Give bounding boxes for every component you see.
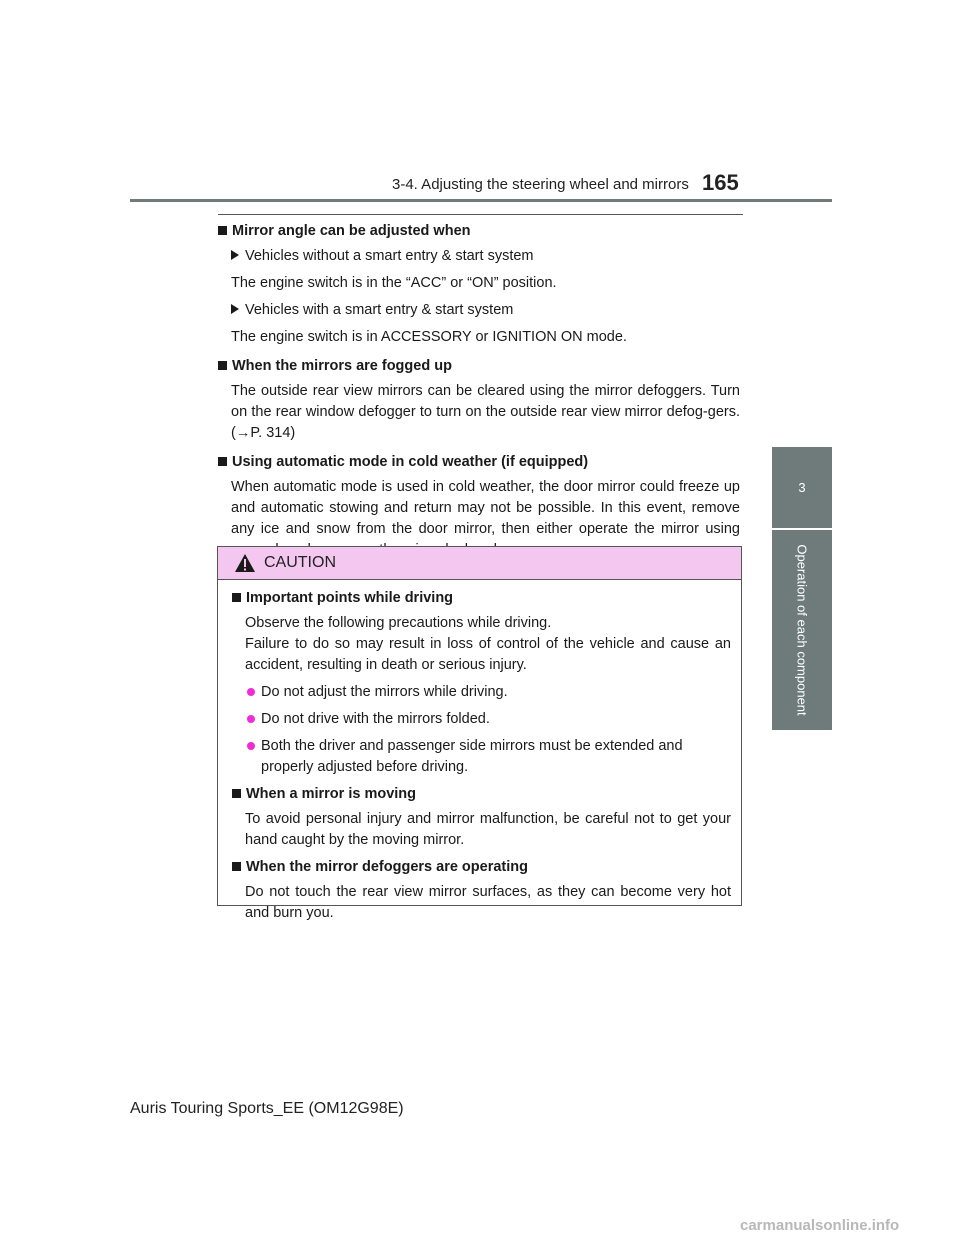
header-rule: [130, 199, 832, 202]
note-heading: Mirror angle can be adjusted when: [218, 221, 740, 242]
square-bullet-icon: [232, 862, 241, 871]
sub-item: Vehicles without a smart entry & start system: [231, 246, 740, 267]
note-heading: When the mirrors are fogged up: [218, 356, 740, 377]
square-bullet-icon: [232, 593, 241, 602]
caution-bullet: Both the driver and passenger side mirrors must be extended and properly adjusted before driving.: [247, 736, 731, 778]
triangle-bullet-icon: [231, 250, 239, 260]
caution-text: To avoid personal injury and mirror malfunction, be careful not to get your hand caught by the moving mirror.: [245, 811, 731, 848]
caution-box: [217, 546, 742, 921]
sub-item: Vehicles with a smart entry & start system: [231, 300, 740, 321]
square-bullet-icon: [218, 226, 227, 235]
notes-content: [218, 221, 740, 569]
round-bullet-icon: [247, 688, 255, 696]
caution-header: [218, 547, 741, 580]
chapter-tab-number[interactable]: [772, 447, 832, 528]
watermark: carmanualsonline.info: [740, 1217, 900, 1234]
caution-bullet: Do not adjust the mirrors while driving.: [247, 682, 731, 703]
square-bullet-icon: [218, 457, 227, 466]
footer-model: Auris Touring Sports_EE (OM12G98E): [130, 1100, 404, 1117]
chapter-title: Operation of each component: [794, 544, 810, 716]
section-rule: [218, 214, 743, 215]
section-title: 3-4. Adjusting the steering wheel and mirrors: [392, 176, 689, 193]
note-text: The outside rear view mirrors can be cleared using the mirror defoggers. Turn on the rear window defogger to turn on the outside rear view mirror defog-gers. (→P. 314): [231, 383, 740, 441]
note-text: The engine switch is in ACCESSORY or IGNITION ON mode.: [231, 329, 627, 345]
square-bullet-icon: [232, 789, 241, 798]
square-bullet-icon: [218, 361, 227, 370]
note-cold-weather: [218, 452, 740, 561]
note-fogged-up: [218, 356, 740, 444]
round-bullet-icon: [247, 742, 255, 750]
note-heading: Using automatic mode in cold weather (if equipped): [218, 452, 740, 473]
caution-text: Observe the following precautions while driving.: [245, 615, 552, 631]
caution-label: CAUTION: [264, 554, 336, 571]
caution-heading: When a mirror is moving: [232, 784, 731, 805]
caution-bullet: Do not drive with the mirrors folded.: [247, 709, 731, 730]
caution-heading: Important points while driving: [232, 588, 731, 609]
page-number: 165: [702, 170, 739, 195]
caution-text: Do not touch the rear view mirror surfaces, as they can become very hot and burn you.: [245, 884, 731, 921]
warning-triangle-icon: [234, 553, 256, 573]
note-text: The engine switch is in the “ACC” or “ON” position.: [231, 275, 557, 291]
caution-text: Failure to do so may result in loss of control of the vehicle and cause an accident, resulting in death or serious injury.: [245, 636, 731, 673]
chapter-tab-title[interactable]: [772, 530, 832, 730]
note-text: When automatic mode is used in cold weather, the door mirror could freeze up and automatic stowing and return may not be possible. In this event, remove any ice and snow from the door mirror, then either operate the mirror using: [231, 479, 740, 537]
triangle-bullet-icon: [231, 304, 239, 314]
note-mirror-angle: [218, 221, 740, 348]
round-bullet-icon: [247, 715, 255, 723]
chapter-number: 3: [798, 480, 806, 495]
caution-body: [218, 580, 741, 924]
caution-heading: When the mirror defoggers are operating: [232, 857, 731, 878]
